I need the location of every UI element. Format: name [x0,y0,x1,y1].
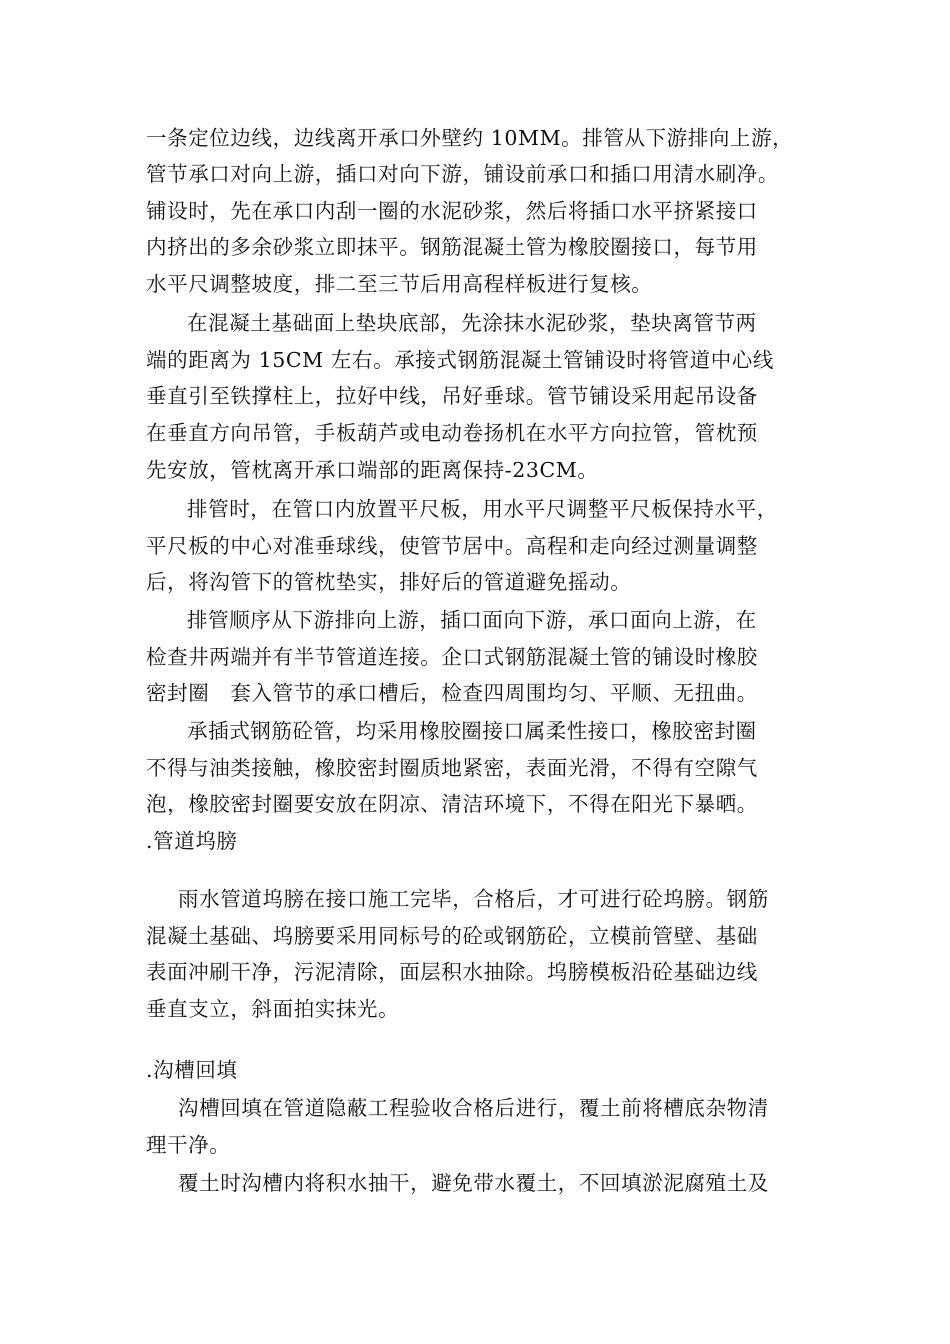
paragraph-line: 泡，橡胶密封圈要安放在阴凉、清洁环境下，不得在阳光下暴晒。 [146,792,758,816]
paragraph-line: 表面冲刷干净，污泥清除，面层积水抽除。坞膀模板沿砼基础边线 [146,960,758,984]
paragraph-line: 承插式钢筋砼管，均采用橡胶圈接口属柔性接口，橡胶密封圈 [187,719,757,743]
paragraph-line: 垂直支立，斜面拍实抹光。 [146,997,400,1021]
paragraph-line: 先安放，管枕离开承口端部的距离保持-23CM。 [146,458,599,482]
paragraph-line: 不得与油类接触，橡胶密封圈质地紧密，表面光滑，不得有空隙气 [146,756,758,780]
paragraph-line: 后，将沟管下的管枕垫实，排好后的管道避免摇动。 [146,570,632,594]
paragraph-line: 排管时，在管口内放置平尺板，用水平尺调整平尺板保持水平， [187,497,778,521]
paragraph-line: 混凝土基础、坞膀要采用同标号的砼或钢筋砼，立模前管壁、基础 [146,924,758,948]
paragraph-line: 一条定位边线，边线离开承口外壁约 10MM。排管从下游排向上游， [146,126,794,150]
paragraph-line: 水平尺调整坡度，排二至三节后用高程样板进行复核。 [146,272,653,296]
paragraph-line: 排管顺序从下游排向上游，插口面向下游，承口面向上游，在 [187,608,757,632]
paragraph-line: 管节承口对向上游，插口对向下游，铺设前承口和插口用清水刷净。 [146,162,779,186]
paragraph-line: 铺设时，先在承口内刮一圈的水泥砂浆，然后将插口水平挤紧接口 [146,199,758,223]
paragraph-line: 覆土时沟槽内将积水抽干，避免带水覆土，不回填淤泥腐殖土及 [178,1171,769,1195]
paragraph-line: 密封圈 套入管节的承口槽后，检查四周围均匀、平顺、无扭曲。 [146,681,758,705]
paragraph-line: 内挤出的多余砂浆立即抹平。钢筋混凝土管为橡胶圈接口，每节用 [146,235,758,259]
paragraph-line: 端的距离为 15CM 左右。承接式钢筋混凝土管铺设时将管道中心线 [146,348,774,372]
paragraph-line: 在垂直方向吊管，手板葫芦或电动卷扬机在水平方向拉管，管枕预 [146,421,758,445]
paragraph-line: 在混凝土基础面上垫块底部，先涂抹水泥砂浆，垫块离管节两 [187,311,757,335]
paragraph-line: 检查井两端并有半节管道连接。企口式钢筋混凝土管的铺设时橡胶 [146,645,758,669]
paragraph-line: 沟槽回填在管道隐蔽工程验收合格后进行，覆土前将槽底杂物清 [178,1096,769,1120]
paragraph-line: 理干净。 [146,1133,231,1157]
section-heading: .沟槽回填 [146,1058,238,1082]
section-heading: .管道坞膀 [146,829,238,853]
paragraph-line: 雨水管道坞膀在接口施工完毕，合格后，才可进行砼坞膀。钢筋 [178,887,769,911]
paragraph-line: 垂直引至铁撑柱上，拉好中线，吊好垂球。管节铺设采用起吊设备 [146,384,758,408]
paragraph-line: 平尺板的中心对准垂球线，使管节居中。高程和走向经过测量调整 [146,534,758,558]
